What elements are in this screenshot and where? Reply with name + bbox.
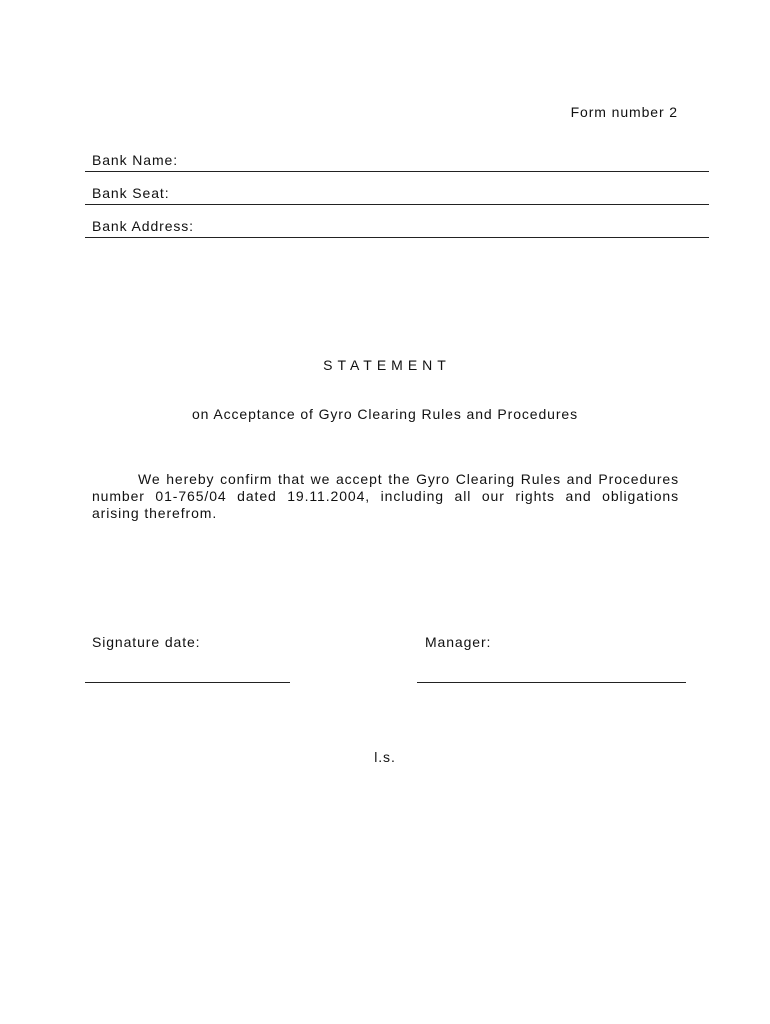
statement-title: STATEMENT: [323, 357, 451, 373]
statement-subtitle: on Acceptance of Gyro Clearing Rules and Procedures: [192, 406, 578, 422]
form-number: Form number 2: [570, 104, 678, 120]
bank-address-field[interactable]: [85, 213, 709, 238]
bank-address-label: Bank Address:: [92, 218, 194, 234]
manager-signature-line[interactable]: [417, 682, 686, 683]
bank-seat-field[interactable]: [85, 180, 709, 205]
bank-seat-label: Bank Seat:: [92, 185, 170, 201]
manager-label: Manager:: [425, 634, 492, 650]
signature-date-label: Signature date:: [92, 634, 201, 650]
signature-date-line[interactable]: [85, 682, 290, 683]
bank-name-field[interactable]: [85, 147, 709, 172]
statement-body: We hereby confirm that we accept the Gyro Clearing Rules and Procedures number 01-765/04 dated 19.11.2004, including all our rights and obligations arising therefrom.: [92, 471, 679, 521]
bank-name-label: Bank Name:: [92, 152, 179, 168]
seal-mark: l.s.: [374, 749, 396, 765]
